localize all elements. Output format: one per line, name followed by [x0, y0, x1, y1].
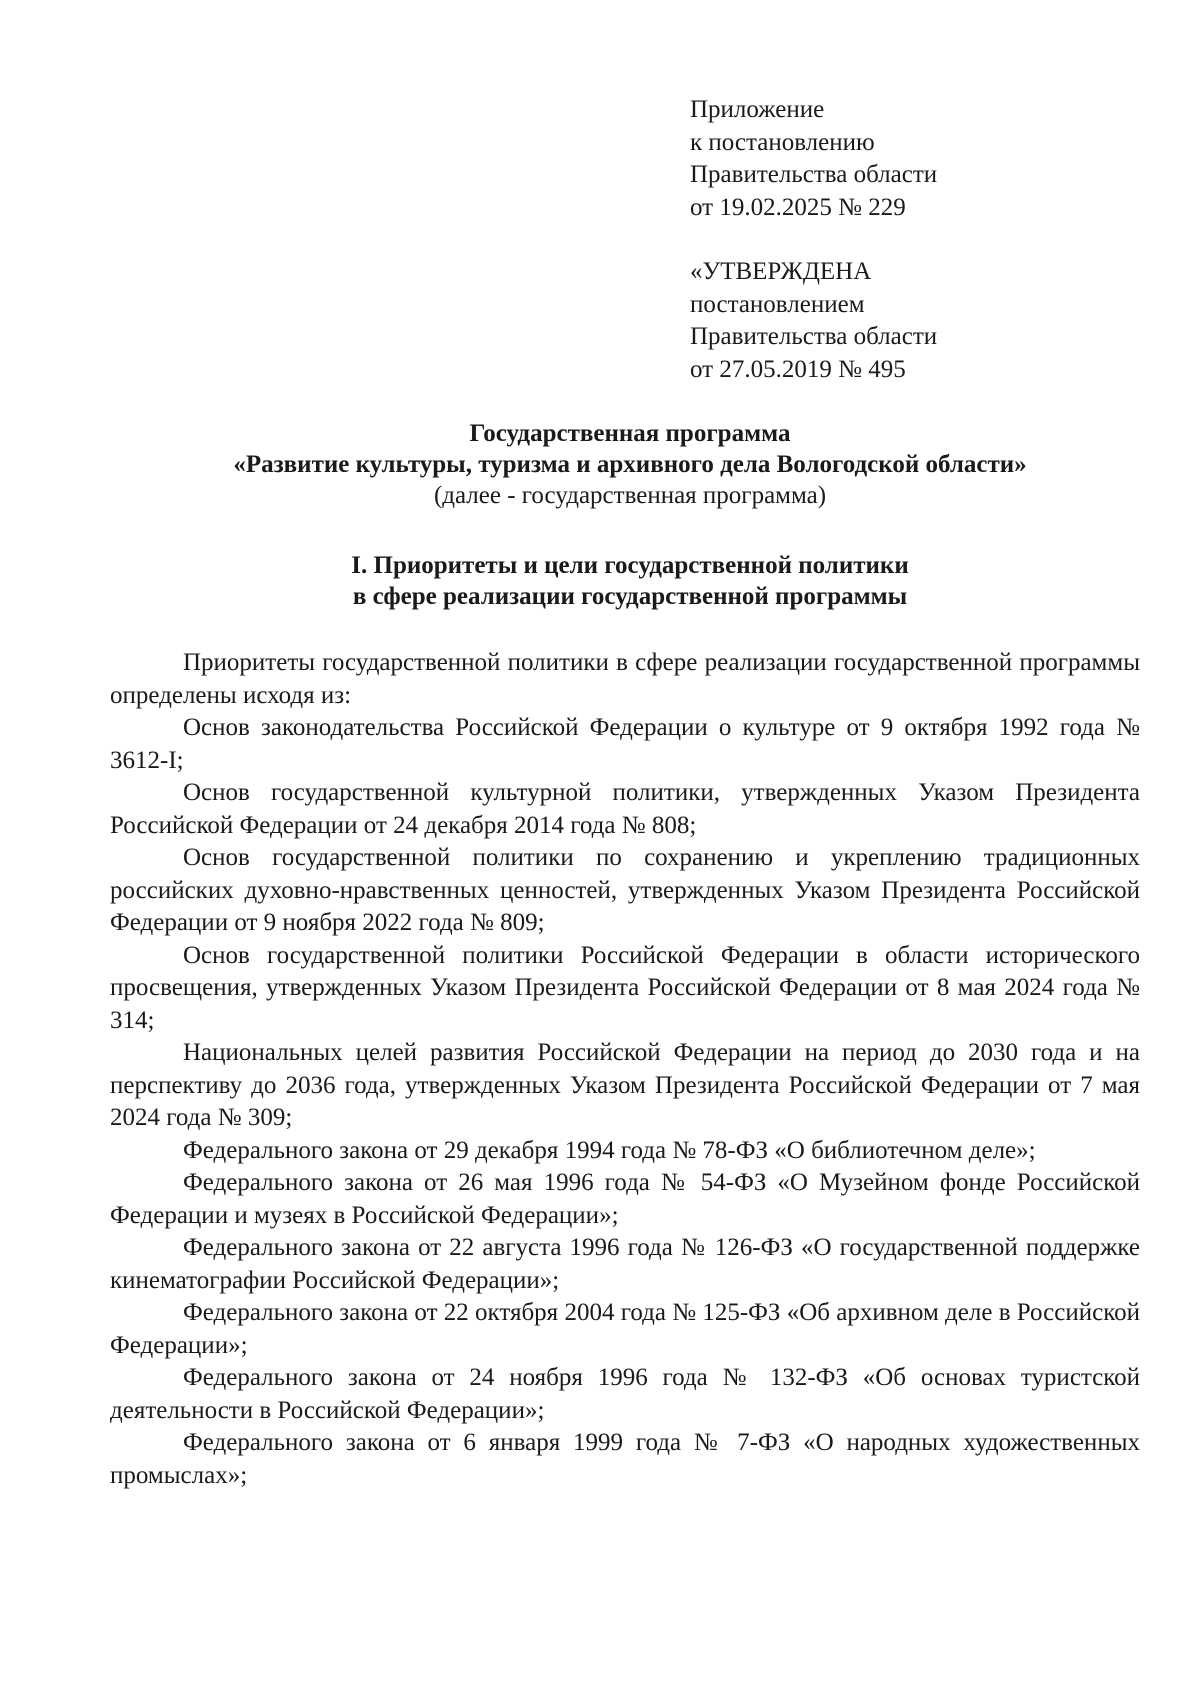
appendix-header: [690, 94, 1150, 386]
paragraph: Федерального закона от 26 мая 1996 года № 54-ФЗ «О Музейном фонде Российской Федерации и музеях в Российской Федерации»;: [110, 1169, 1140, 1229]
body-text: [110, 647, 1140, 1492]
appendix-line: Приложение: [690, 96, 825, 123]
approval-line: от 27.05.2019 № 495: [690, 355, 906, 383]
program-name: «Развитие культуры, туризма и архивного дела Вологодской области»: [233, 451, 1027, 478]
paragraph: Федерального закона от 29 декабря 1994 года № 78-ФЗ «О библиотечном деле»;: [183, 1136, 1036, 1164]
approval-line: постановлением: [690, 290, 865, 318]
paragraph: Основ государственной политики по сохранению и укреплению традиционных российских духовно-нравственных ценностей, утвержденных Указом Президента Российской Федерации от 9 ноября 2022 года № 809;: [110, 844, 1140, 936]
paragraph: Основ законодательства Российской Федерации о культуре от 9 октября 1992 года № 3612-I;: [110, 714, 1140, 774]
paragraph: Национальных целей развития Российской Федерации на период до 2030 года и на перспективу до 2036 года, утвержденных Указом Президента Российской Федерации от 7 мая 2024 года № 309;: [110, 1039, 1140, 1131]
appendix-line: от 19.02.2025 № 229: [690, 193, 906, 221]
paragraph: Федерального закона от 6 января 1999 года № 7-ФЗ «О народных художественных промыслах»;: [110, 1429, 1140, 1489]
paragraph: Основ государственной культурной политики, утвержденных Указом Президента Российской Федерации от 24 декабря 2014 года № 808;: [110, 779, 1140, 839]
approval-line: Правительства области: [690, 323, 938, 350]
section-heading: [110, 550, 1150, 612]
paragraph: Федерального закона от 24 ноября 1996 года № 132-ФЗ «Об основах туристской деятельности в Российской Федерации»;: [110, 1364, 1140, 1424]
program-title: [110, 418, 1150, 511]
paragraph: Федерального закона от 22 августа 1996 года № 126-ФЗ «О государственной поддержке кинематографии Российской Федерации»;: [110, 1234, 1140, 1294]
paragraph: Основ государственной политики Российской Федерации в области исторического просвещения, утвержденных Указом Президента Российской Федерации от 8 мая 2024 года № 314;: [110, 941, 1140, 1034]
spacer: [690, 224, 1150, 256]
program-alias: (далее - государственная программа): [433, 482, 827, 509]
approval-line: «УТВЕРЖДЕНА: [690, 258, 872, 285]
appendix-line: Правительства области: [690, 161, 938, 188]
paragraph: Приоритеты государственной политики в сфере реализации государственной программы определены исходя из:: [110, 649, 1140, 709]
section-heading-line: I. Приоритеты и цели государственной политики: [351, 552, 909, 579]
paragraph: Федерального закона от 22 октября 2004 года № 125-ФЗ «Об архивном деле в Российской Федерации»;: [110, 1299, 1140, 1359]
program-title-line: Государственная программа: [469, 420, 791, 447]
appendix-line: к постановлению: [690, 128, 875, 156]
section-heading-line: в сфере реализации государственной программы: [352, 583, 908, 610]
